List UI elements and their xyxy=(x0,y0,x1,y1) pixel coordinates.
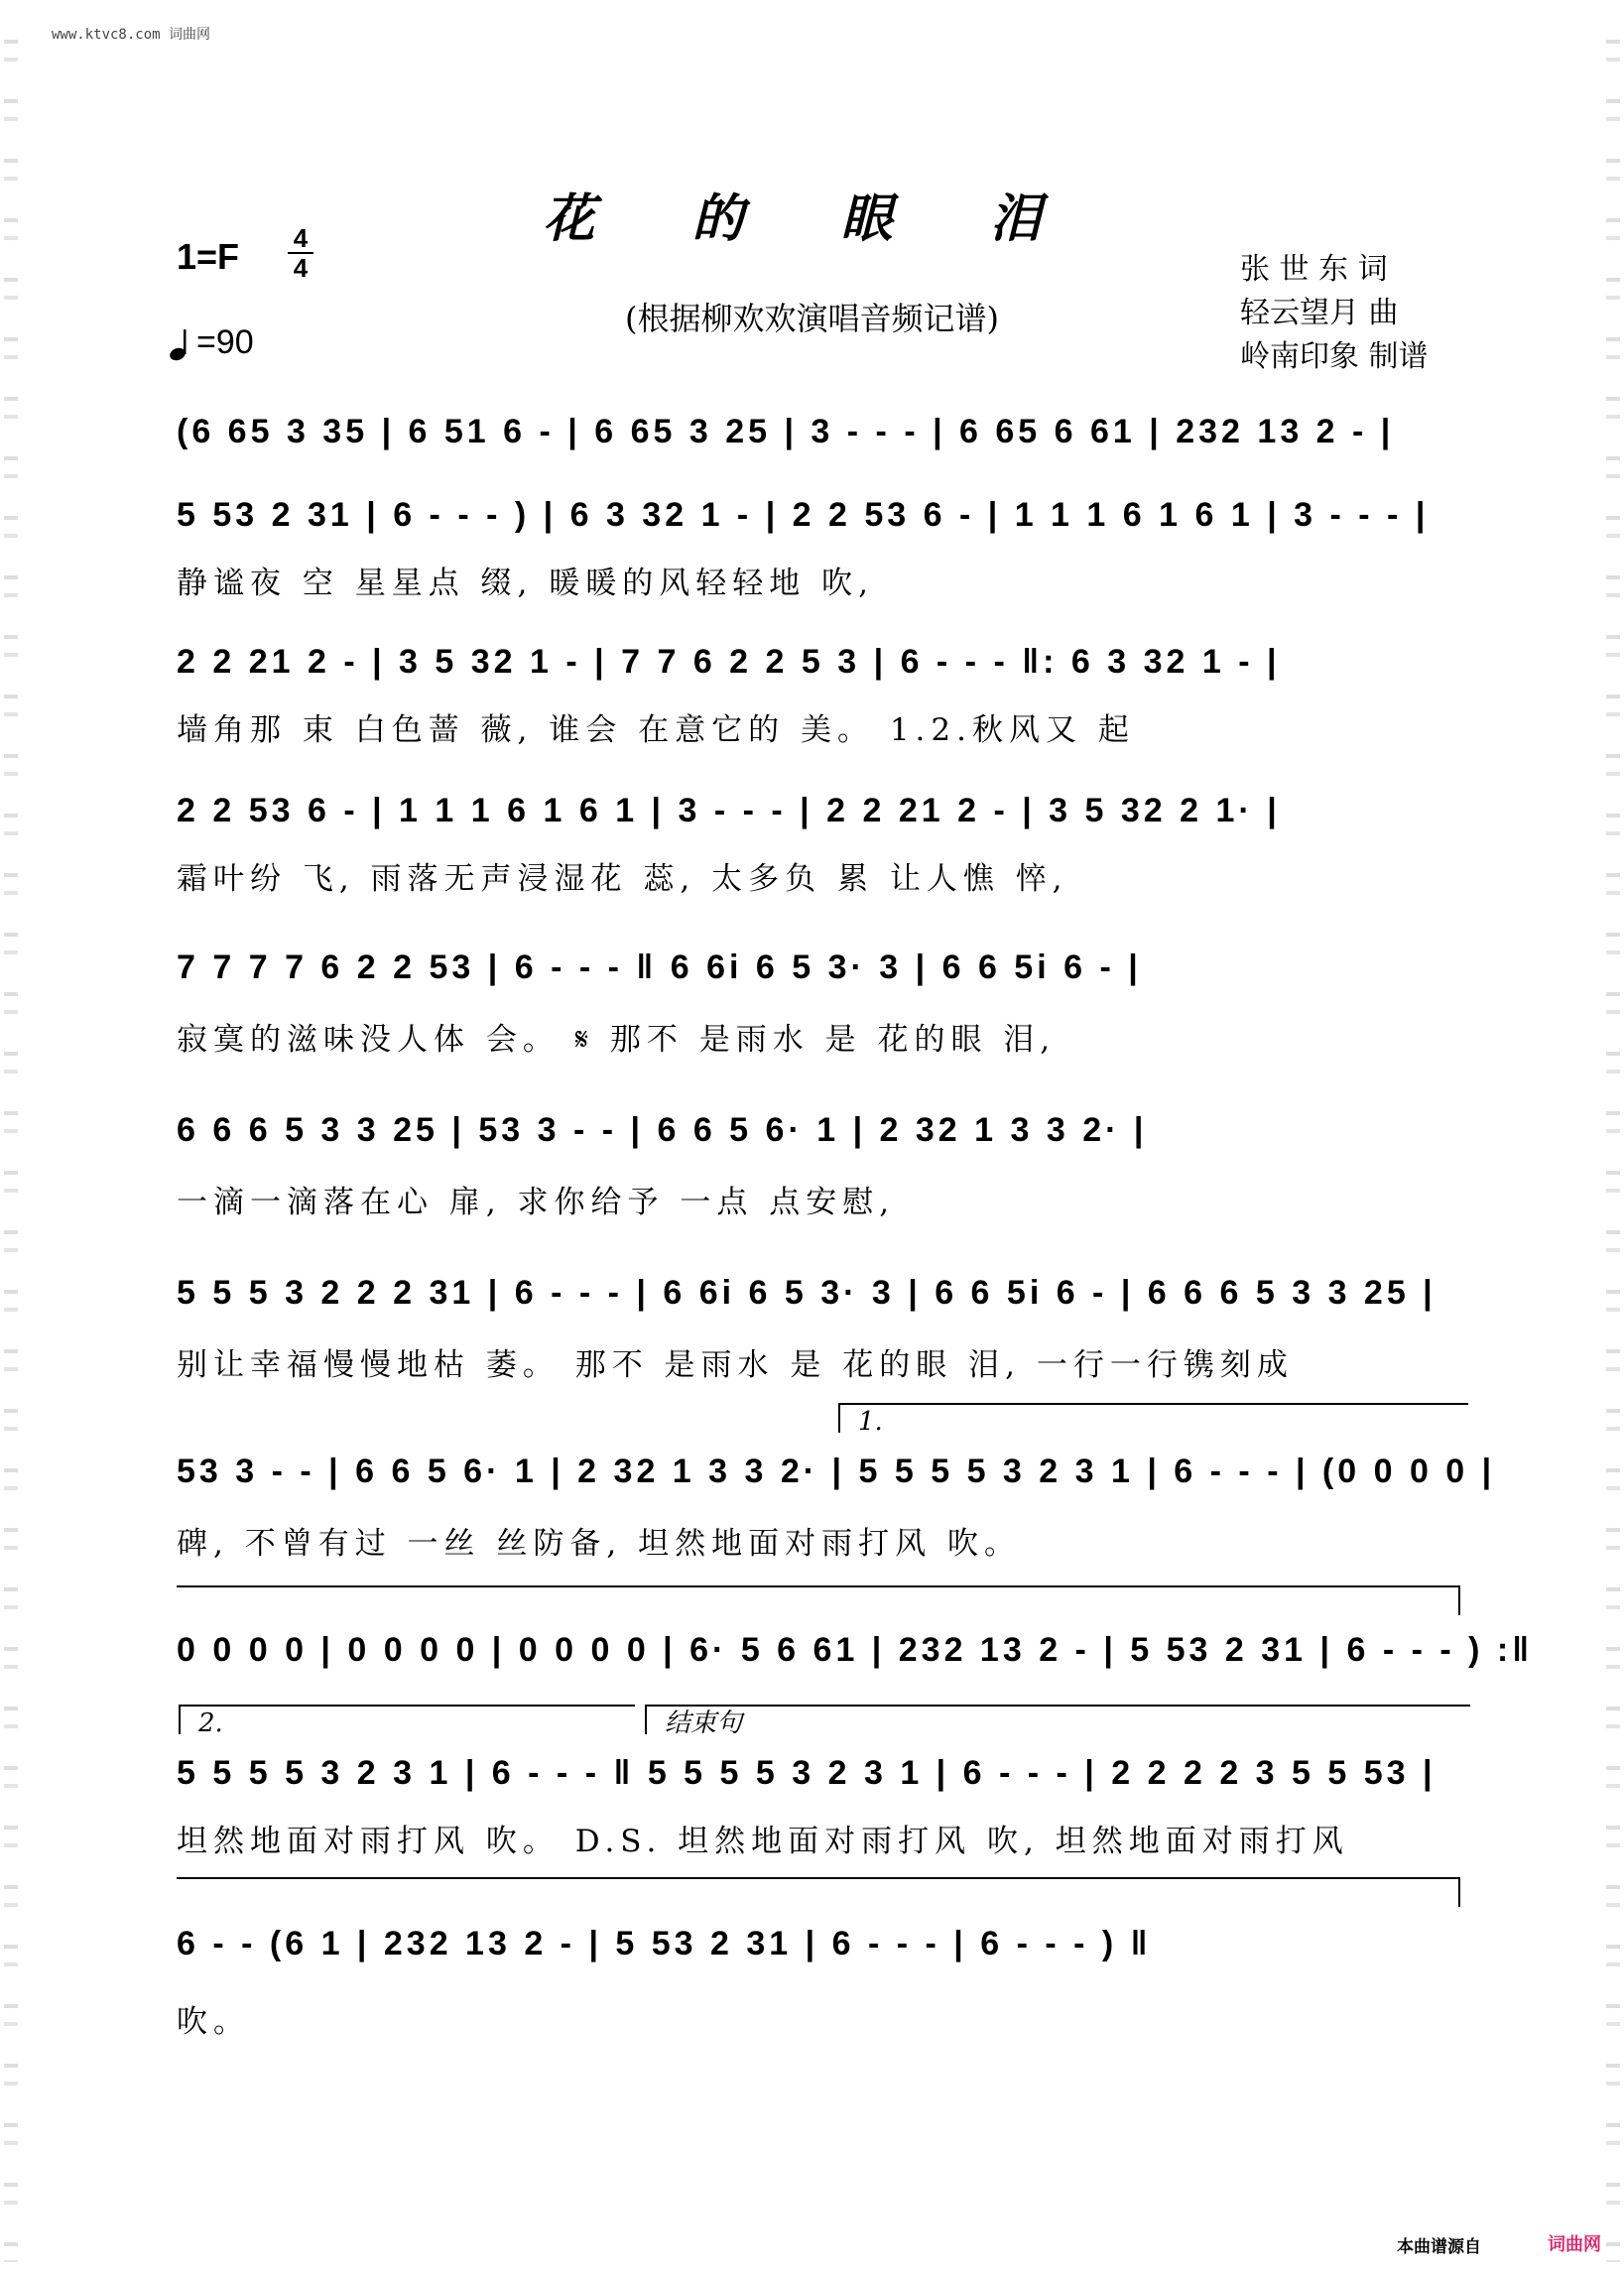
left-margin-watermark xyxy=(4,40,18,2262)
first-ending-bracket xyxy=(838,1403,1468,1437)
notation-line: 6 6 6 5 3 3 25 | 53 3 - - | 6 6 5 6· 1 | 2 32 1 3 3 2· | xyxy=(177,1110,1148,1149)
first-ending-continuation xyxy=(177,1585,1460,1615)
notation-line: 5 5 5 5 3 2 3 1 | 6 - - - ‖ 5 5 5 5 3 2 3 1 | 6 - - - | 2 2 2 2 3 5 5 53 | xyxy=(177,1753,1437,1792)
lyrics-line: 霜叶纷 飞, 雨落无声浸湿花 蕊, 太多负 累 让人憔 悴, xyxy=(177,861,1068,897)
lyrics-line: 别让幸福慢慢地枯 萎。 那不 是雨水 是 花的眼 泪, 一行一行镌刻成 xyxy=(177,1347,1294,1383)
credits xyxy=(1240,248,1429,379)
notation-line: 2 2 53 6 - | 1 1 1 6 1 6 1 | 3 - - - | 2 2 21 2 - | 3 5 32 2 1· | xyxy=(177,791,1281,829)
lyrics-line: 静谧夜 空 星星点 缀, 暖暖的风轻轻地 吹, xyxy=(177,566,874,601)
ending-section-bracket xyxy=(645,1705,1470,1738)
ending-section-label: 结束句 xyxy=(665,1708,743,1738)
notation-line: 2 2 21 2 - | 3 5 32 1 - | 7 7 6 2 2 5 3 | 6 - - - ‖: 6 3 32 1 - | xyxy=(177,642,1281,681)
tempo-value: =90 xyxy=(196,323,254,361)
ending-continuation xyxy=(177,1877,1460,1907)
lyrics-line: 寂寞的滋味没人体 会。 𝄋 那不 是雨水 是 花的眼 泪, xyxy=(177,1022,1057,1058)
site-url: www.ktvc8.com 词曲网 xyxy=(52,27,211,43)
time-signature xyxy=(288,224,313,282)
footer-brand-logo[interactable]: 词曲网 xyxy=(1548,2234,1601,2255)
second-ending-bracket xyxy=(179,1705,635,1738)
right-margin-watermark xyxy=(1606,40,1620,2262)
notation-line: 5 53 2 31 | 6 - - - ) | 6 3 32 1 - | 2 2 53 6 - | 1 1 1 6 1 6 1 | 3 - - - | xyxy=(177,495,1430,534)
lyricist-credit: 张 世 东 词 xyxy=(1240,252,1388,287)
song-title: 花 的 眼 泪 xyxy=(543,189,1081,249)
meter-top: 4 xyxy=(293,223,309,253)
key-signature: 1=F xyxy=(177,236,240,277)
lyrics-line: 墙角那 束 白色蔷 薇, 谁会 在意它的 美。 1.2.秋风又 起 xyxy=(177,712,1135,748)
lyrics-line: 一滴一滴落在心 扉, 求你给予 一点 点安慰, xyxy=(177,1185,896,1220)
engraver-credit: 岭南印象 制谱 xyxy=(1240,339,1429,374)
notation-line: 5 5 5 3 2 2 2 31 | 6 - - - | 6 6i 6 5 3· 3 | 6 6 5i 6 - | 6 6 6 5 3 3 25 | xyxy=(177,1273,1437,1312)
notation-line: 53 3 - - | 6 6 5 6· 1 | 2 32 1 3 3 2· | 5 5 5 5 3 2 3 1 | 6 - - - | (0 0 0 0 | xyxy=(177,1452,1496,1490)
first-ending-label: 1. xyxy=(858,1407,883,1437)
subtitle: (根据柳欢欢演唱音频记谱) xyxy=(625,300,999,337)
footer-source-label: 本曲谱源自 xyxy=(1397,2237,1481,2257)
lyrics-line: 吹。 xyxy=(177,2004,250,2040)
second-ending-label: 2. xyxy=(198,1708,223,1738)
notation-line: (6 65 3 35 | 6 51 6 - | 6 65 3 25 | 3 - - - | 6 65 6 61 | 232 13 2 - | xyxy=(177,412,1395,450)
composer-credit: 轻云望月 曲 xyxy=(1240,296,1399,330)
notation-line: 0 0 0 0 | 0 0 0 0 | 0 0 0 0 | 6· 5 6 61 | 232 13 2 - | 5 53 2 31 | 6 - - - ) :‖ xyxy=(177,1630,1534,1669)
notation-line: 6 - - (6 1 | 232 13 2 - | 5 53 2 31 | 6 - - - | 6 - - - ) ‖ xyxy=(177,1924,1152,1962)
lyrics-line: 坦然地面对雨打风 吹。 D.S. 坦然地面对雨打风 吹, 坦然地面对雨打风 xyxy=(177,1824,1349,1859)
meter-bottom: 4 xyxy=(293,253,309,283)
notation-line: 7 7 7 7 6 2 2 53 | 6 - - - ‖ 6 6i 6 5 3· 3 | 6 6 5i 6 - | xyxy=(177,948,1142,986)
lyrics-line: 碑, 不曾有过 一丝 丝防备, 坦然地面对雨打风 吹。 xyxy=(177,1526,1021,1562)
